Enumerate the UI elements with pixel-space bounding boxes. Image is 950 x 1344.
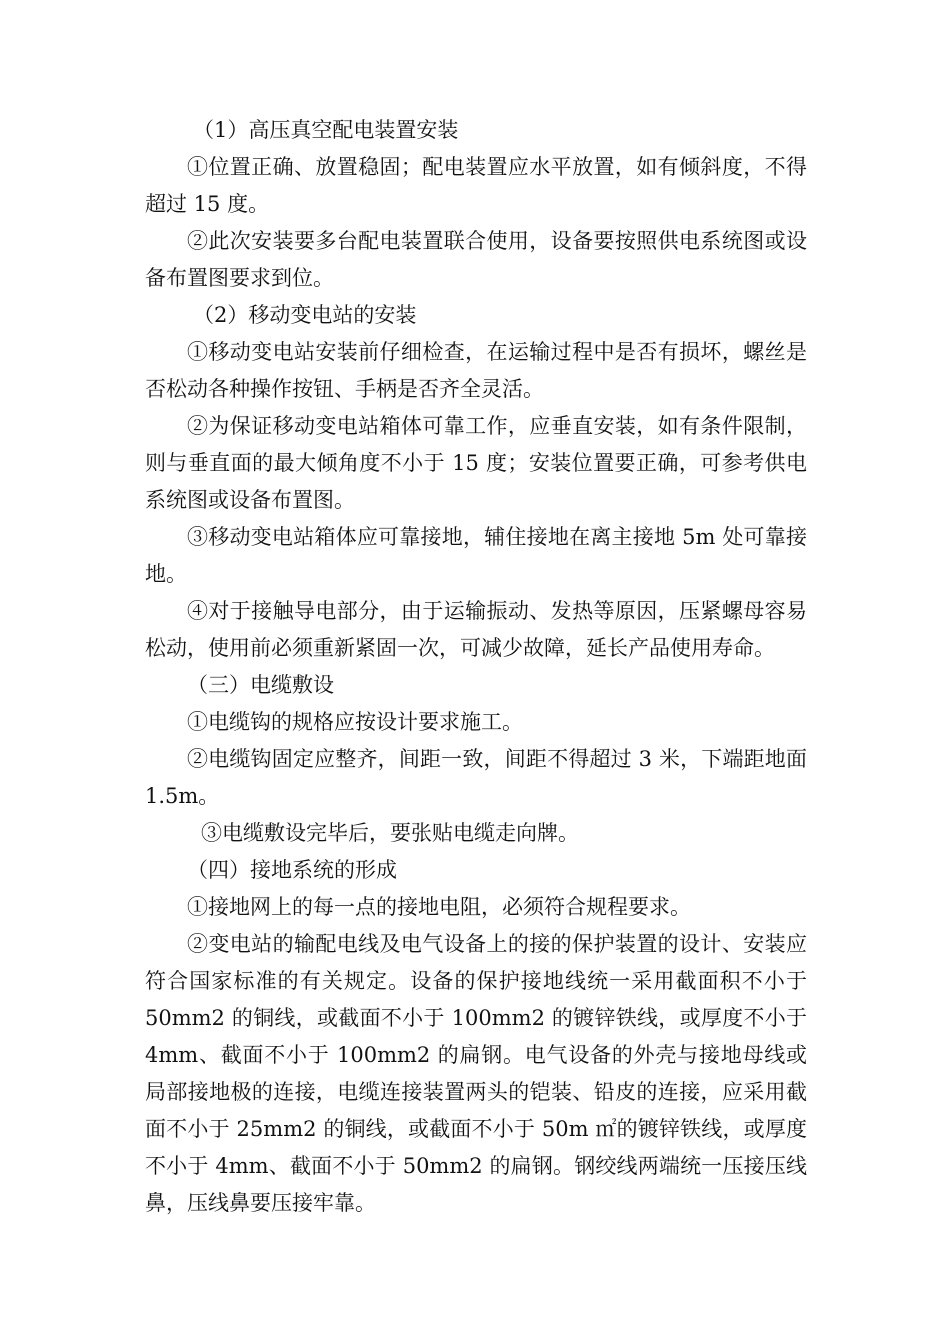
paragraph: ①接地网上的每一点的接地电阻，必须符合规程要求。 xyxy=(187,895,691,919)
paragraph: ②变电站的输配电线及电气设备上的接的保护装置的设计、安装应符合国家标准的有关规定。设备的保护接地线统一采用截面积不小于 50mm2 的铜线，或截面不小于 100mm2 的镀锌铁线，或厚度不小于 4mm、截面不小于 100mm2 的扁钢。电气设备的外壳与接地母线或局部接地极的连接，电缆连接装置两头的铠装、铅皮的连接，应采用截面不小于 25mm2 的铜线，或截面不小于 50m ㎡的镀锌铁线，或厚度不小于 4mm、截面不小于 50mm2 的扁钢。钢绞线两端统一压接压线鼻，压线鼻要压接牢靠。 xyxy=(145,932,807,1215)
document-body xyxy=(145,112,807,1222)
section-heading-4: （四）接地系统的形成 xyxy=(187,858,397,882)
paragraph: ③移动变电站箱体应可靠接地，辅住接地在离主接地 5m 处可靠接地。 xyxy=(145,525,807,586)
subheading-2: （2）移动变电站的安装 xyxy=(193,303,417,327)
paragraph: ①移动变电站安装前仔细检查，在运输过程中是否有损坏，螺丝是否松动各种操作按钮、手柄是否齐全灵活。 xyxy=(145,340,807,401)
paragraph: ②此次安装要多台配电装置联合使用，设备要按照供电系统图或设备布置图要求到位。 xyxy=(145,229,807,290)
paragraph: ②电缆钩固定应整齐，间距一致，间距不得超过 3 米，下端距地面 1.5m。 xyxy=(145,747,807,808)
paragraph: ①位置正确、放置稳固；配电装置应水平放置，如有倾斜度，不得超过 15 度。 xyxy=(145,155,807,216)
paragraph: ①电缆钩的规格应按设计要求施工。 xyxy=(187,710,523,734)
paragraph: ②为保证移动变电站箱体可靠工作，应垂直安装，如有条件限制，则与垂直面的最大倾角度不小于 15 度；安装位置要正确，可参考供电系统图或设备布置图。 xyxy=(145,414,807,512)
paragraph: ④对于接触导电部分，由于运输振动、发热等原因，压紧螺母容易松动，使用前必须重新紧固一次，可减少故障，延长产品使用寿命。 xyxy=(145,599,807,660)
subheading-1: （1）高压真空配电装置安装 xyxy=(193,118,459,142)
section-heading-3: （三）电缆敷设 xyxy=(187,673,334,697)
paragraph: ③电缆敷设完毕后，要张贴电缆走向牌。 xyxy=(201,821,579,845)
